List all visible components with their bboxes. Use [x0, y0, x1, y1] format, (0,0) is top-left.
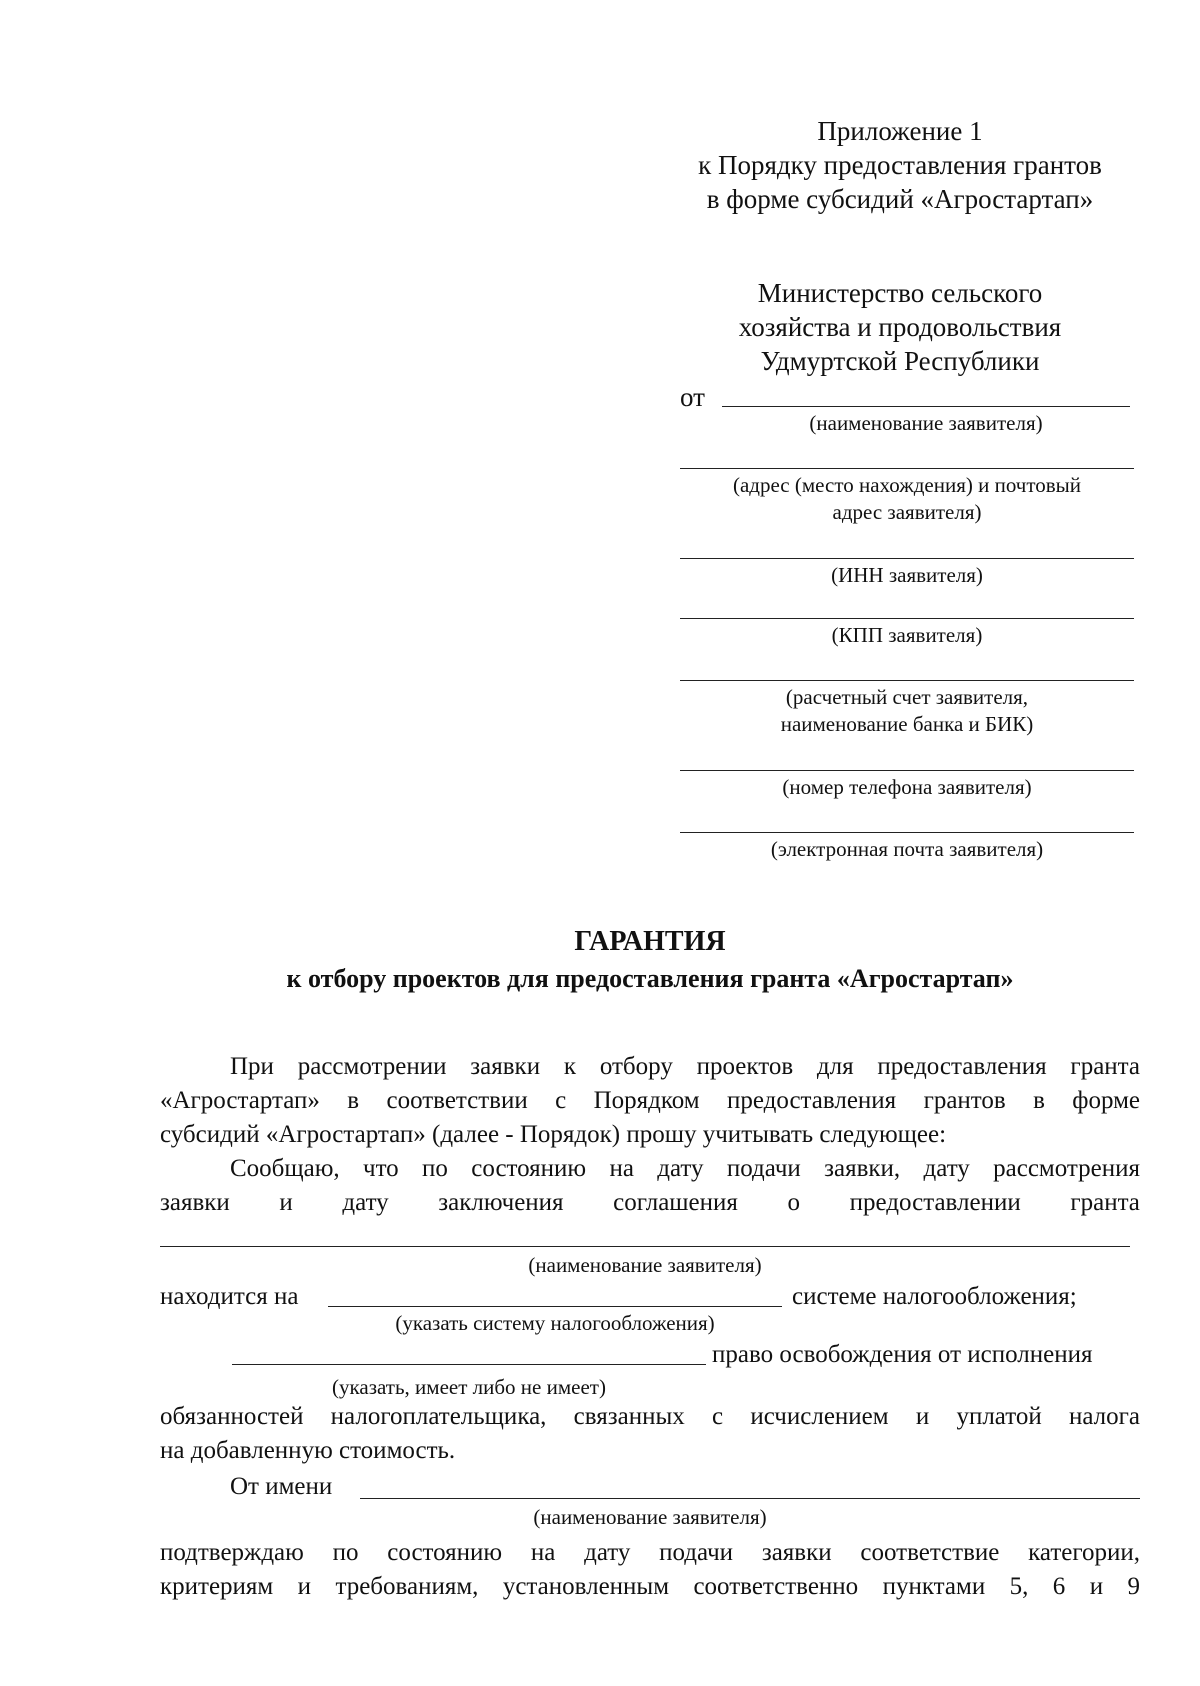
paragraph-word: о [787, 1189, 801, 1216]
paragraph-line: субсидий «Агростартап» (далее - Порядок) прошу учитывать следующее: [160, 1121, 947, 1148]
account-caption [680, 684, 1134, 738]
appendix-number: Приложение 1 [817, 116, 983, 146]
paragraph-word: предоставлении [849, 1189, 1021, 1216]
account-caption-line: наименование банка и БИК) [780, 712, 1034, 736]
paragraph-word: дату [342, 1189, 389, 1216]
address-line [680, 468, 1134, 469]
inn-caption: (ИНН заявителя) [831, 563, 983, 587]
paragraph-report [160, 1152, 1140, 1220]
account-caption-line: (расчетный счет заявителя, [785, 685, 1029, 709]
paragraph-word: соглашения [613, 1189, 738, 1216]
located-on-label: находится на [160, 1283, 299, 1310]
paragraph-line [160, 1186, 1140, 1220]
applicant-name-caption: (наименование заявителя) [809, 411, 1043, 435]
tax-system-caption: (указать систему налогообложения) [395, 1311, 715, 1335]
addressee-block [680, 276, 1120, 378]
phone-line [680, 770, 1134, 771]
account-line [680, 680, 1134, 681]
paragraph-line: подтверждаю по состоянию на дату подачи заявки соответствие категории, [160, 1539, 1140, 1566]
paragraph-word: заключения [438, 1189, 564, 1216]
applicant-name-caption: (наименование заявителя) [528, 1253, 762, 1277]
applicant-name-caption: (наименование заявителя) [533, 1505, 767, 1529]
appendix-ref-line: в форме субсидий «Агростартап» [706, 184, 1094, 214]
paragraph-line: обязанностей налогоплательщика, связанных с исчислением и уплатой налога [160, 1403, 1140, 1430]
paragraph-line: «Агростартап» в соответствии с Порядком предоставления грантов в форме [160, 1087, 1140, 1114]
paragraph-line: Сообщаю, что по состоянию на дату подачи заявки, дату рассмотрения [230, 1155, 1140, 1182]
from-label: от [680, 382, 705, 412]
paragraph-line: критериям и требованиям, установленным соответственно пунктами 5, 6 и 9 [160, 1573, 1140, 1600]
paragraph-obligations [160, 1400, 1140, 1468]
kpp-caption: (КПП заявителя) [831, 623, 983, 647]
on-behalf-line [360, 1498, 1140, 1499]
on-behalf-label: От имени [230, 1473, 333, 1500]
paragraph-word: гранта [1070, 1189, 1140, 1216]
email-line [680, 832, 1134, 833]
address-caption [680, 472, 1134, 526]
kpp-line [680, 618, 1134, 619]
address-caption-line: (адрес (место нахождения) и почтовый [732, 473, 1082, 497]
tax-system-line [328, 1306, 782, 1307]
paragraph-line: При рассмотрении заявки к отбору проектов для предоставления гранта [230, 1053, 1140, 1080]
appendix-ref-line: к Порядку предоставления грантов [698, 150, 1102, 180]
inn-line [680, 558, 1134, 559]
tax-system-label: системе налогообложения; [792, 1283, 1077, 1310]
exemption-caption: (указать, имеет либо не имеет) [332, 1375, 606, 1399]
addressee-line: Министерство сельского [757, 278, 1043, 308]
document-subtitle: к отбору проектов для предоставления гранта «Агростартап» [286, 964, 1014, 993]
document-title: ГАРАНТИЯ [574, 926, 726, 957]
exemption-line [232, 1364, 706, 1365]
appendix-header [660, 114, 1140, 216]
addressee-line: Удмуртской Республики [760, 346, 1040, 376]
applicant-name-line [160, 1246, 1130, 1247]
paragraph-word: заявки [160, 1189, 230, 1216]
email-caption: (электронная почта заявителя) [770, 837, 1044, 861]
exemption-label: право освобождения от исполнения [712, 1341, 1093, 1368]
applicant-name-line [722, 406, 1130, 407]
phone-caption: (номер телефона заявителя) [782, 775, 1032, 799]
paragraph-request [160, 1050, 1140, 1152]
paragraph-word: и [279, 1189, 293, 1216]
paragraph-line: на добавленную стоимость. [160, 1437, 456, 1464]
paragraph-confirmation [160, 1536, 1140, 1604]
addressee-line: хозяйства и продовольствия [738, 312, 1062, 342]
address-caption-line: адрес заявителя) [832, 500, 982, 524]
